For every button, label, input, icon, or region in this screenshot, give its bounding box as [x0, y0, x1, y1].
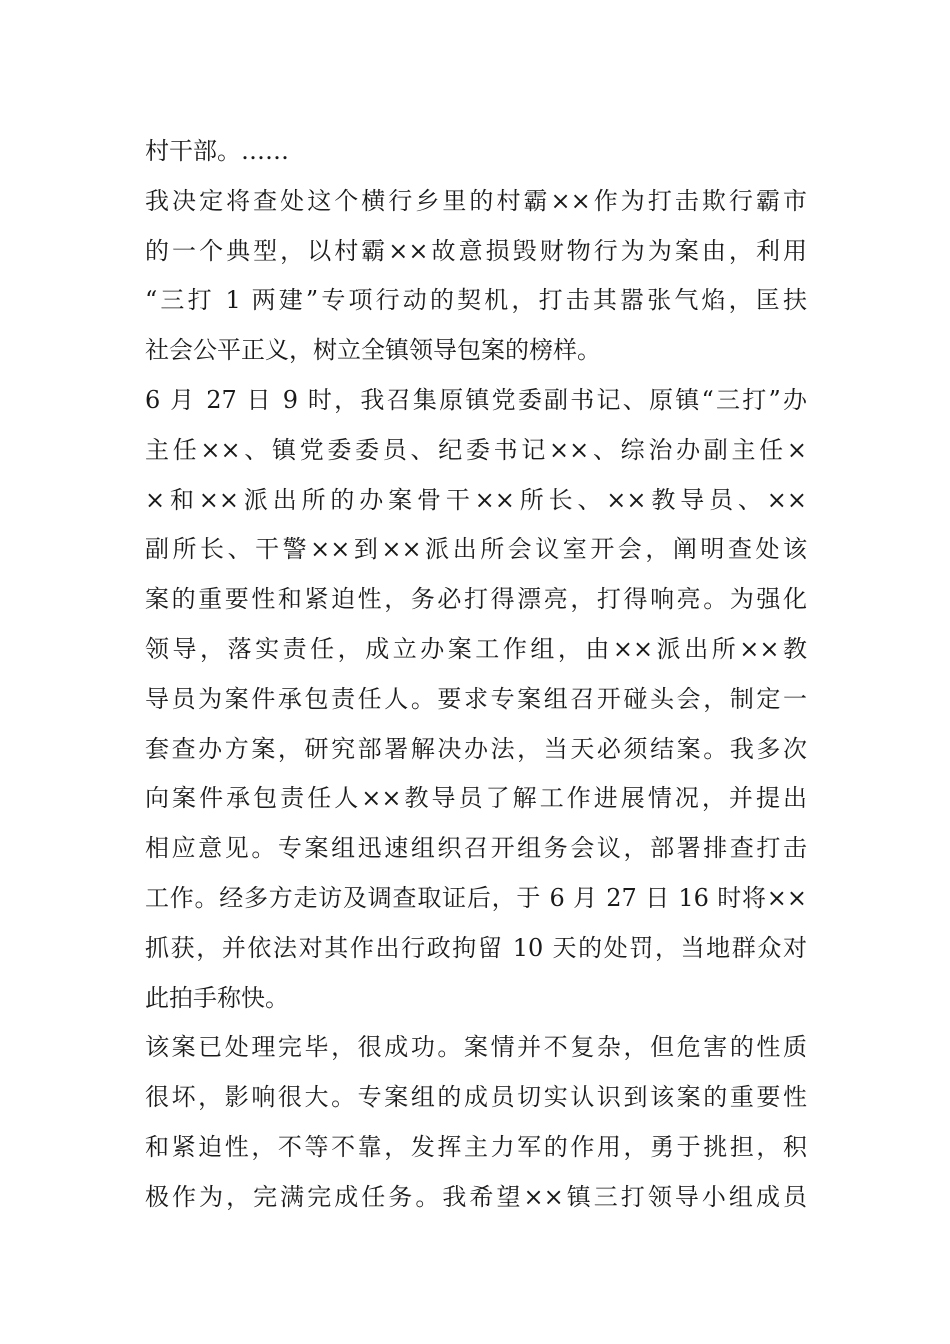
- text-line: 抓获，并依法对其作出行政拘留 10 天的处罚，当地群众对: [145, 933, 807, 962]
- text-line: 该案已处理完毕，很成功。案情并不复杂，但危害的性质: [145, 1033, 807, 1062]
- text-line: 主任××、镇党委委员、纪委书记××、综治办副主任×: [145, 435, 807, 464]
- text-line: ×和××派出所的办案骨干××所长、××教导员、××: [145, 485, 807, 514]
- text-line: 极作为，完满完成任务。我希望××镇三打领导小组成员: [145, 1182, 807, 1211]
- text-line: 相应意见。专案组迅速组织召开组务会议，部署排查打击: [145, 834, 807, 863]
- text-line: 案的重要性和紧迫性，务必打得漂亮，打得响亮。为强化: [145, 585, 807, 614]
- text-line: 和紧迫性，不等不靠，发挥主力军的作用，勇于挑担，积: [145, 1132, 807, 1161]
- text-line: 套查办方案，研究部署解决办法，当天必须结案。我多次: [145, 734, 807, 763]
- text-line: 6 月 27 日 9 时，我召集原镇党委副书记、原镇“三打”办: [145, 385, 807, 414]
- text-line: 我决定将查处这个横行乡里的村霸××作为打击欺行霸市: [145, 186, 807, 215]
- text-line: “三打 1 两建”专项行动的契机，打击其嚣张气焰，匡扶: [145, 286, 807, 315]
- text-line: 村干部。……: [145, 137, 289, 165]
- text-line: 工作。经多方走访及调查取证后，于 6 月 27 日 16 时将××: [145, 883, 807, 912]
- text-line: 社会公平正义，树立全镇领导包案的榜样。: [145, 336, 601, 365]
- document-body: [145, 127, 807, 1223]
- text-line: 向案件承包责任人××教导员了解工作进展情况，并提出: [145, 784, 807, 813]
- text-line: 副所长、干警××到××派出所会议室开会，阐明查处该: [145, 535, 807, 564]
- text-line: 领导，落实责任，成立办案工作组，由××派出所××教: [145, 634, 807, 663]
- text-line: 此拍手称快。: [145, 983, 289, 1012]
- text-line: 导员为案件承包责任人。要求专案组召开碰头会，制定一: [145, 684, 807, 713]
- text-line: 的一个典型，以村霸××故意损毁财物行为为案由，利用: [145, 236, 807, 265]
- text-line: 很坏，影响很大。专案组的成员切实认识到该案的重要性: [145, 1083, 807, 1112]
